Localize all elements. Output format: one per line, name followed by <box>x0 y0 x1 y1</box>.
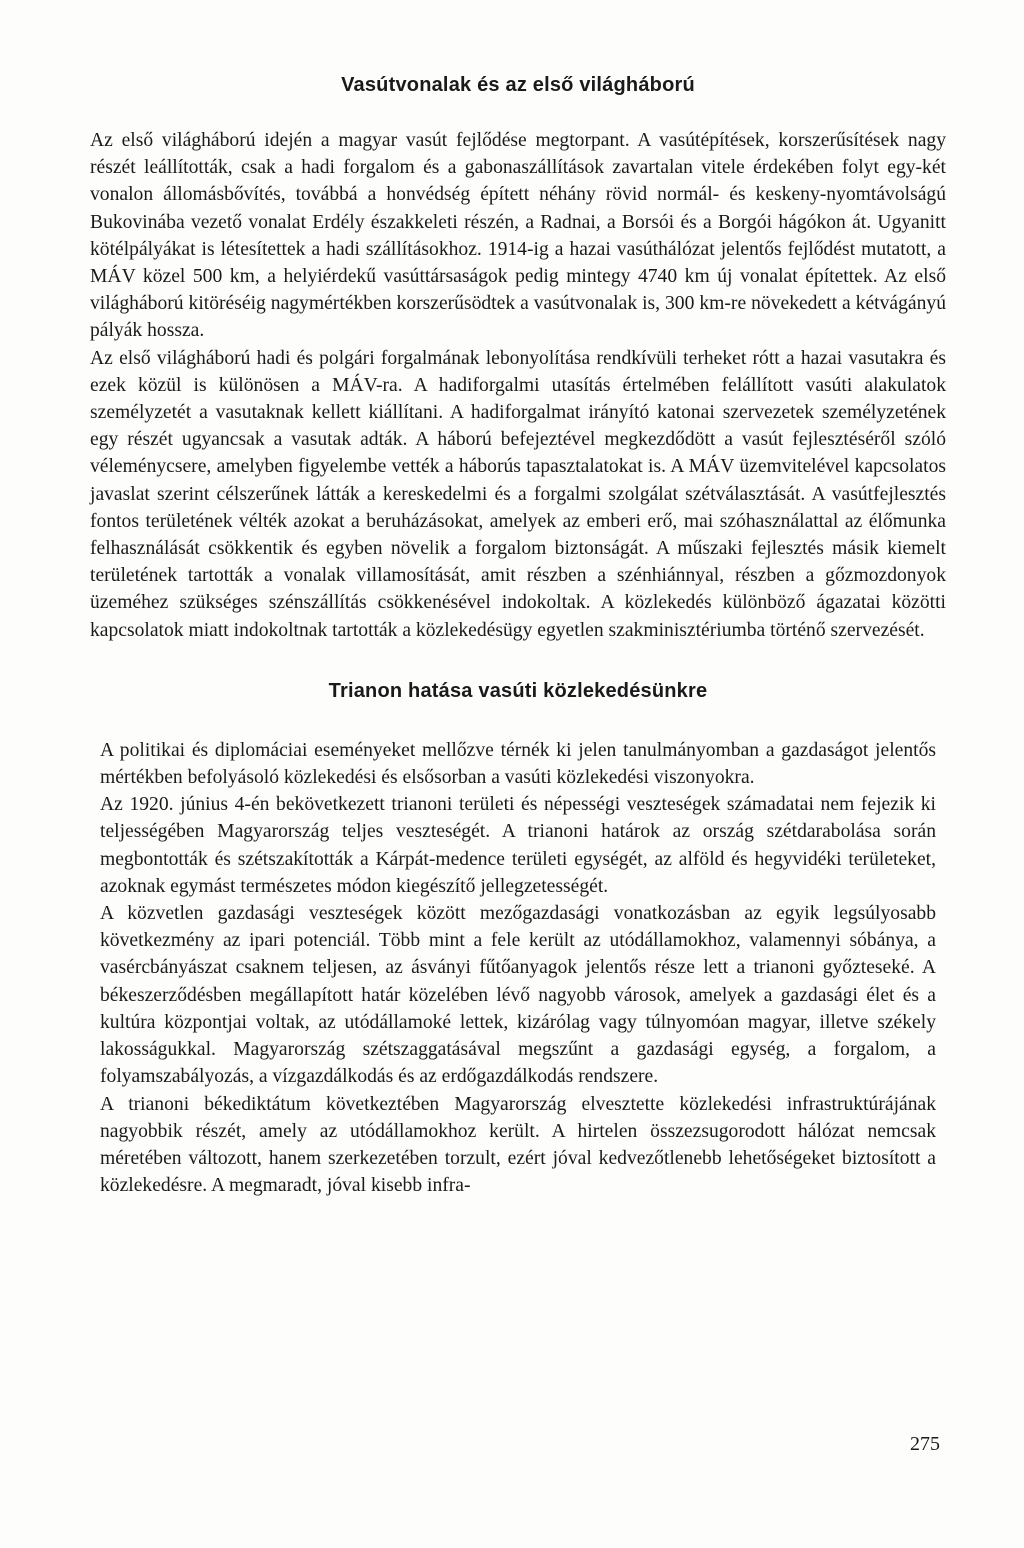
paragraph: Az első világháború hadi és polgári forgalmának lebonyolítása rendkívüli terheket rótt a hazai vasutakra és ezek közül is különösen a MÁV-ra. A hadiforgalmi utasítás értelmében felállított vasúti alakulatok személyzetét a vasutaknak kellett kiállítani. A hadiforgalmat irányító katonai szervezetek személyzetének egy részét ugyancsak a vasutak adták. A háború befejeztével megkezdődött a vasút fejlesztéséről szóló véleménycsere, amelyben figyelembe vették a háborús tapasztalatokat is. A MÁV üzemvitelével kapcsolatos javaslat szerint célszerűnek látták a kereskedelmi és a forgalmi szolgálat szétválasztását. A vasútfejlesztés fontos területének vélték azokat a beruházásokat, amelyek az emberi erő, mai szóhasználattal az élőmunka felhasználását csökkentik és egyben növelik a forgalom biztonságát. A műszaki fejlesztés másik kiemelt területének tartották a vonalak villamosítását, amit részben a szénhiánnyal, részben a gőzmozdonyok üzeméhez szükséges szénszállítás csökkenésével indokoltak. A közlekedés különböző ágazatai közötti kapcsolatok miatt indokoltnak tartották a közlekedésügy egyetlen szakminisztériumba történő szervezését. <box>90 347 946 641</box>
page-content <box>90 74 946 1199</box>
paragraph: A politikai és diplomáciai eseményeket mellőzve térnék ki jelen tanulmányomban a gazdaságot jelentős mértékben befolyásoló közlekedési és elsősorban a vasúti közlekedési viszonyokra. <box>100 739 936 789</box>
section-title: Trianon hatása vasúti közlekedésünkre <box>328 679 708 702</box>
paragraph: A közvetlen gazdasági veszteségek között mezőgazdasági vonatkozásban az egyik legsúlyosabb következmény az ipari potenciál. Több mint a fele került az utódállamokhoz, valamennyi sóbánya, a vasércbányászat csaknem teljesen, az ásványi fűtőanyagok jelentős része lett a trianoni győzteseké. A békeszerződésben megállapított határ közelében lévő nagyobb városok, amelyek a gazdasági élet és a kultúra központjai voltak, az utódállamoké lettek, kizárólag vagy túlnyomóan magyar, illetve székely lakosságukkal. Magyarország szétszaggatásával megszűnt a gazdasági egység, a forgalom, a folyamszabályozás, a vízgazdálkodás és az erdőgazdálkodás rendszere. <box>100 903 936 1088</box>
paragraph: A trianoni békediktátum következtében Magyarország elvesztette közlekedési infrastruktúrájának nagyobbik részét, amely az utódállamokhoz került. A hirtelen összezsugorodott hálózat nemcsak méretében változott, hanem szerkezetében torzult, ezért jóval kedvezőtlenebb lehetőségeket biztosított a közlekedésre. A megmaradt, jóval kisebb infra- <box>100 1093 936 1197</box>
paragraph: Az első világháború idején a magyar vasút fejlődése megtorpant. A vasútépítések, korszerűsítések nagy részét leállították, csak a hadi forgalom és a gabonaszállítások zavartalan vitele érdekében folyt egy-két vonalon állomásbővítés, továbbá a honvédség épített néhány rövid normál- és keskeny-nyomtávolságú Bukovinába vezető vonalat Erdély északkeleti részén, a Radnai, a Borsói és a Borgói hágókon át. Ugyanitt kötélpályákat is létesítettek a hadi szállításokhoz. 1914-ig a hazai vasúthálózat jelentős fejlődést mutatott, a MÁV közel 500 km, a helyiérdekű vasúttársaságok pedig mintegy 4740 km új vonalat építettek. Az első világháború kitöréséig nagymértékben korszerűsödtek a vasútvonalak is, 300 km-re növekedett a kétvágányú pályák hossza. <box>90 130 946 342</box>
section-title: Vasútvonalak és az első világháború <box>341 74 695 96</box>
page-number: 275 <box>910 1433 940 1455</box>
section-railways-ww1 <box>90 74 946 644</box>
paragraph: Az 1920. június 4-én bekövetkezett trianoni területi és népességi veszteségek számadatai nem fejezik ki teljességében Magyarország teljes veszteségét. A trianoni határok az ország szétdarabolása során megbontották és szétszakították a Kárpát-medence területi egységét, az alföld és hegyvidéki területeket, azoknak egymást természetes módon kiegészítő jellegzetességét. <box>100 794 936 897</box>
section-trianon <box>90 680 946 1199</box>
